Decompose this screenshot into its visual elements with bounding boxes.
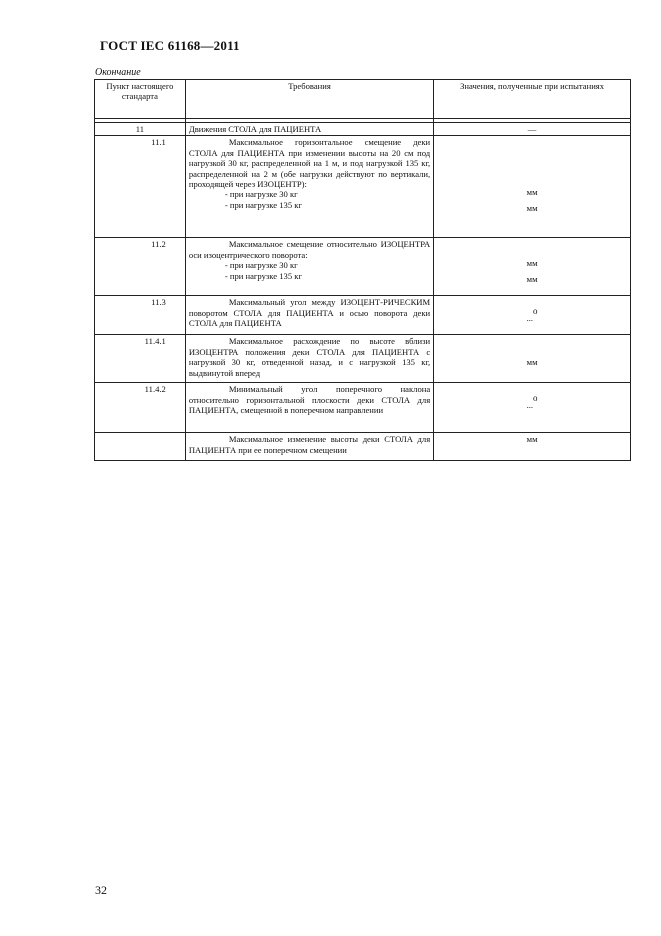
clause-number: 11.4.2 xyxy=(95,383,186,433)
degree-symbol: о xyxy=(533,306,538,317)
table-row xyxy=(95,335,631,383)
requirement-item: - при нагрузке 135 кг xyxy=(224,199,302,210)
unit-label: мм xyxy=(526,357,538,368)
requirement-item: - при нагрузке 30 кг xyxy=(224,260,298,271)
column-header-clause: Пункт настоящего стандарта xyxy=(95,80,186,119)
value-cell xyxy=(434,238,631,296)
table-row xyxy=(95,433,631,461)
requirement-cell xyxy=(185,433,433,461)
document-title: ГОСТ IEC 61168—2011 xyxy=(100,38,240,53)
value-cell xyxy=(434,383,631,433)
value-cell xyxy=(434,335,631,383)
requirement-cell xyxy=(185,136,433,238)
value-placeholder: ... xyxy=(526,313,534,324)
requirement-text: Максимальное горизонтальное смещение деки СТОЛА для ПАЦИЕНТА при изменении высоты на 20 см под нагрузкой 30 кг, распределенной на 1 м, и под нагрузкой 135 кг, распределенной на 2 м (обе нагрузки действуют по вертикали, проходящей через ИЗОЦЕНТР): xyxy=(188,137,431,190)
section-title: Движения СТОЛА для ПАЦИЕНТА xyxy=(185,123,433,136)
clause-number: 11.3 xyxy=(95,296,186,335)
continuation-label: Окончание xyxy=(95,67,141,78)
clause-number: 11.1 xyxy=(95,136,186,238)
value-cell xyxy=(434,433,631,461)
requirements-table xyxy=(94,79,631,461)
column-header-requirements: Требования xyxy=(185,80,433,119)
requirement-cell xyxy=(185,335,433,383)
table-row xyxy=(95,136,631,238)
requirement-item: - при нагрузке 135 кг xyxy=(224,270,302,281)
value-cell xyxy=(434,296,631,335)
requirement-text: Максимальный угол между ИЗОЦЕНТ-РИЧЕСКИМ поворотом СТОЛА для ПАЦИЕНТА и осью поворота деки СТОЛА для ПАЦИЕНТА xyxy=(188,297,431,329)
requirement-cell xyxy=(185,238,433,296)
angle-value xyxy=(526,393,538,411)
value-cell xyxy=(434,136,631,238)
table-row xyxy=(95,383,631,433)
clause-number: 11.4.1 xyxy=(95,335,186,383)
angle-value xyxy=(526,306,538,324)
table-row xyxy=(95,238,631,296)
unit-label: мм xyxy=(526,273,538,284)
unit-label: мм xyxy=(526,434,538,445)
section-value: — xyxy=(434,123,631,136)
requirement-text: Максимальное изменение высоты деки СТОЛА для ПАЦИЕНТА при ее поперечном смещении xyxy=(188,434,431,455)
requirement-text: Максимальное расхождение по высоте вблизи ИЗОЦЕНТРА положения деки СТОЛА для ПАЦИЕНТА с нагрузкой 30 кг, отведенной назад, и с нагрузкой 135 кг, выдвинутой вперед xyxy=(188,336,431,378)
requirement-item: - при нагрузке 30 кг xyxy=(224,189,298,200)
unit-label: мм xyxy=(526,202,538,213)
unit-label: мм xyxy=(526,258,538,269)
requirement-cell xyxy=(185,383,433,433)
requirement-text: Минимальный угол поперечного наклона относительно горизонтальной плоскости деки СТОЛА для ПАЦИЕНТА, смещенной в поперечном направлении xyxy=(188,384,431,416)
degree-symbol: о xyxy=(533,393,538,404)
table-row xyxy=(95,296,631,335)
unit-label: мм xyxy=(526,187,538,198)
section-number: 11 xyxy=(95,123,186,136)
requirement-cell xyxy=(185,296,433,335)
page-number: 32 xyxy=(95,883,107,897)
requirement-text: Максимальное смещение относительно ИЗОЦЕНТРА оси изоцентрического поворота: xyxy=(188,239,431,260)
table-header-row xyxy=(95,80,631,119)
clause-number xyxy=(95,433,186,461)
value-placeholder: ... xyxy=(526,400,534,411)
column-header-values: Значения, полученные при испытаниях xyxy=(434,80,631,119)
clause-number: 11.2 xyxy=(95,238,186,296)
section-row xyxy=(95,123,631,136)
